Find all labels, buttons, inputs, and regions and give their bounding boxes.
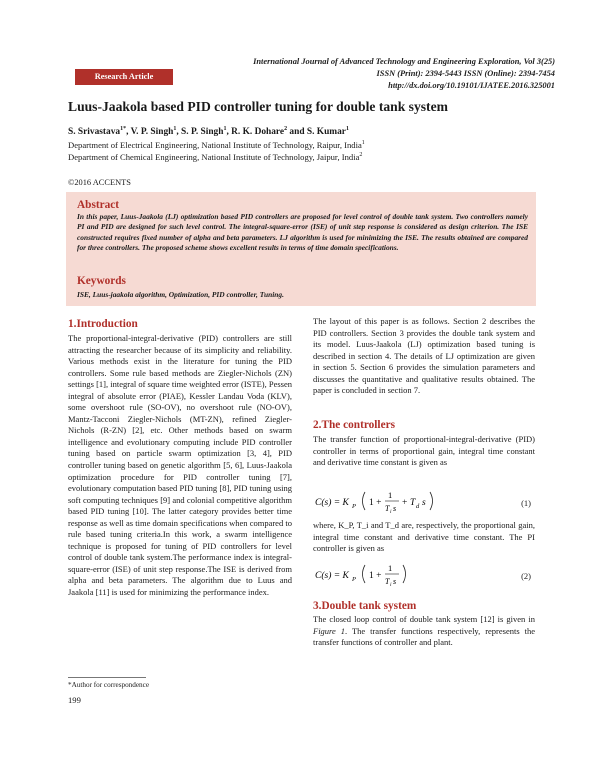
figure-1-reference[interactable]: Figure 1 [313, 625, 346, 636]
section-2-text: The transfer function of proportional-integral-derivative (PID) controller in terms of proportional gain, integral time constant and derivative time constant is given as [313, 434, 535, 468]
layout-paragraph [313, 316, 535, 397]
eq1-den-s: s [393, 504, 397, 513]
section-3-body [313, 614, 535, 649]
author-name: S. Srivastava [68, 127, 121, 138]
author-name: and S. Kumar [287, 127, 346, 138]
eq2-one: 1 + [369, 571, 382, 581]
eq2-num: 1 [388, 563, 393, 573]
equation-1 [313, 486, 535, 516]
journal-header [135, 56, 555, 91]
journal-doi[interactable]: http://dx.doi.org/10.19101/IJATEE.2016.325001 [388, 80, 555, 90]
abstract-heading: Abstract [77, 199, 120, 211]
eq1-left-paren [363, 492, 366, 510]
layout-text: The layout of this paper is as follows. Section 2 describes the PID controllers. Section 3 provides the double tank system and its model. Luus-Jaakola (LJ) optimization based tuning is described in section 4. The details of LJ optimization are given in section 5. Section 6 provides the simulation parameters and discusses the quantitative and qualitative results obtained. The paper is concluded in section 7. [313, 316, 535, 396]
section-1-text: The proportional-integral-derivative (PID) controllers are still attracting the researcher because of its simplicity and reliability. Various methods exist in the literature for tuning the PID controllers. Some rule based methods are Ziegler-Nichols (ZN) settings [1], integral of square time weighted error (ISTE), Pessen integral of absolute error (PIAE), Kessler Landau Voda (KLV), some overshoot rule (SO-OV), no overshoot rule (NO-OV), Mantz-Tacconi Ziegler-Nichols (MT-ZN), refined Ziegler-Nichols (R-ZN) [2], etc. Other methods based on swarm intelligence and evolutionary computing include PID controller tuning based on particle swarm optimization [3, 4], PID controller tuning based on genetic algorithm [5, 6], Luus-Jaakola optimization procedure for PID controller tuning [7], evolutionary computation based PID tuning [8], PID tuning using soft computing techniques [9] and colonial competitive algorithm based PID tuning [10]. The latter category provides better time response as well as time domain specifications when compared to rule based tuning criteria.In this work, a swarm intelligence technique is proposed for tuning of PID controllers for level control of double tank system.The performance index is integral-square-error (ISE) of unit step response.The ISE is derived from alpha and beta parameters. The algorithm due to Luus and Jaakola [11] is used for minimizing the performance index. [68, 333, 293, 598]
section-1-body [68, 333, 292, 599]
eq1-one: 1 + [369, 498, 382, 508]
paper-title: Luus-Jaakola based PID controller tuning for double tank system [68, 99, 448, 114]
eq2-lhs: C(s) = K [315, 571, 349, 581]
footnote-divider [68, 677, 146, 678]
equation-2-number: (2) [521, 571, 531, 581]
section-2-heading: 2.The controllers [313, 419, 395, 431]
author-affil-mark: 1 [223, 126, 227, 132]
equation-2-graphic [313, 559, 535, 589]
eq2-den: T [385, 577, 390, 586]
eq1-num: 1 [388, 490, 393, 500]
eq1-td-s: s [422, 498, 426, 508]
section-3-text-end: . The transfer functions respectively, represents the transfer functions of controller and plant. [313, 625, 535, 648]
author-affil-mark: 1 [345, 126, 349, 132]
section-3-text-start: The closed loop control of double tank system [12] is given in [313, 614, 535, 624]
section-3-text [313, 614, 535, 649]
footnote: *Author for correspondence [68, 681, 150, 689]
affiliation-mark: 2 [359, 152, 363, 159]
keywords-heading: Keywords [77, 275, 126, 287]
eq1-den: T [385, 504, 390, 513]
affiliation-mark: 1 [361, 140, 365, 147]
journal-issn: ISSN (Print): 2394-5443 ISSN (Online): 2394-7454 [376, 68, 555, 78]
eq1-den-sub: i [390, 509, 392, 515]
eq1-plus: + [402, 498, 408, 508]
equation-1-graphic [313, 486, 535, 516]
equation-1-where [313, 520, 535, 555]
affiliation-text: Department of Chemical Engineering, National Institute of Technology, Jaipur, India [68, 152, 360, 162]
journal-name: International Journal of Advanced Technology and Engineering Exploration, Vol 3(25) [253, 57, 555, 66]
author-name: , V. P. Singh [126, 127, 174, 138]
author-affil-mark: 1 [173, 126, 177, 132]
eq2-den-sub: i [390, 582, 392, 588]
equation-1-number: (1) [521, 498, 531, 508]
eq1-sub: P [352, 503, 356, 510]
abstract-text: In this paper, Luus-Jaakola (LJ) optimization based PID controllers are proposed for level control of double tank system. Two controllers namely PI and PID are designed for such level control. The integral-square-error (ISE) of unit step response is considered as design criterion. The ISE constructed requires fixed number of alpha and beta parameters. LJ algorithm is used for minimizing the ISE. The results obtained are compared for three controllers. The proposed scheme shows excellent results in terms of time domain specifications. [77, 212, 528, 252]
author-name: , R. K. Dohare [226, 127, 285, 138]
eq1-td-sub: d [416, 503, 420, 510]
section-2-body [313, 434, 535, 469]
eq1-lhs: C(s) = K [315, 498, 349, 508]
eq2-right-paren [403, 565, 406, 583]
affiliation-1 [68, 140, 365, 150]
eq2-den-s: s [393, 577, 397, 586]
author-name: , S. P. Singh [176, 127, 224, 138]
section-1-heading: 1.Introduction [68, 318, 138, 330]
eq1-right-paren [430, 492, 433, 510]
section-3-heading: 3.Double tank system [313, 600, 417, 612]
eq2-sub: P [352, 576, 356, 583]
affiliation-text: Department of Electrical Engineering, National Institute of Technology, Raipur, India [68, 140, 362, 150]
where-text: where, K_P, T_i and T_d are, respectively, the proportional gain, integral time constant and derivative time constant. The PI controller is given as [313, 520, 535, 554]
author-affil-mark: 2 [284, 126, 288, 132]
author-affil-mark: 1* [120, 126, 127, 132]
eq1-td: T [410, 498, 416, 508]
equation-2 [313, 559, 535, 589]
eq2-left-paren [363, 565, 366, 583]
page-number: 199 [68, 695, 81, 705]
article-type-badge: Research Article [75, 69, 173, 85]
affiliation-2 [68, 152, 362, 162]
keywords-text: ISE, Luus-jaakola algorithm, Optimization, PID controller, Tuning. [77, 290, 284, 299]
copyright-notice: ©2016 ACCENTS [68, 178, 131, 187]
author-list [68, 126, 349, 137]
